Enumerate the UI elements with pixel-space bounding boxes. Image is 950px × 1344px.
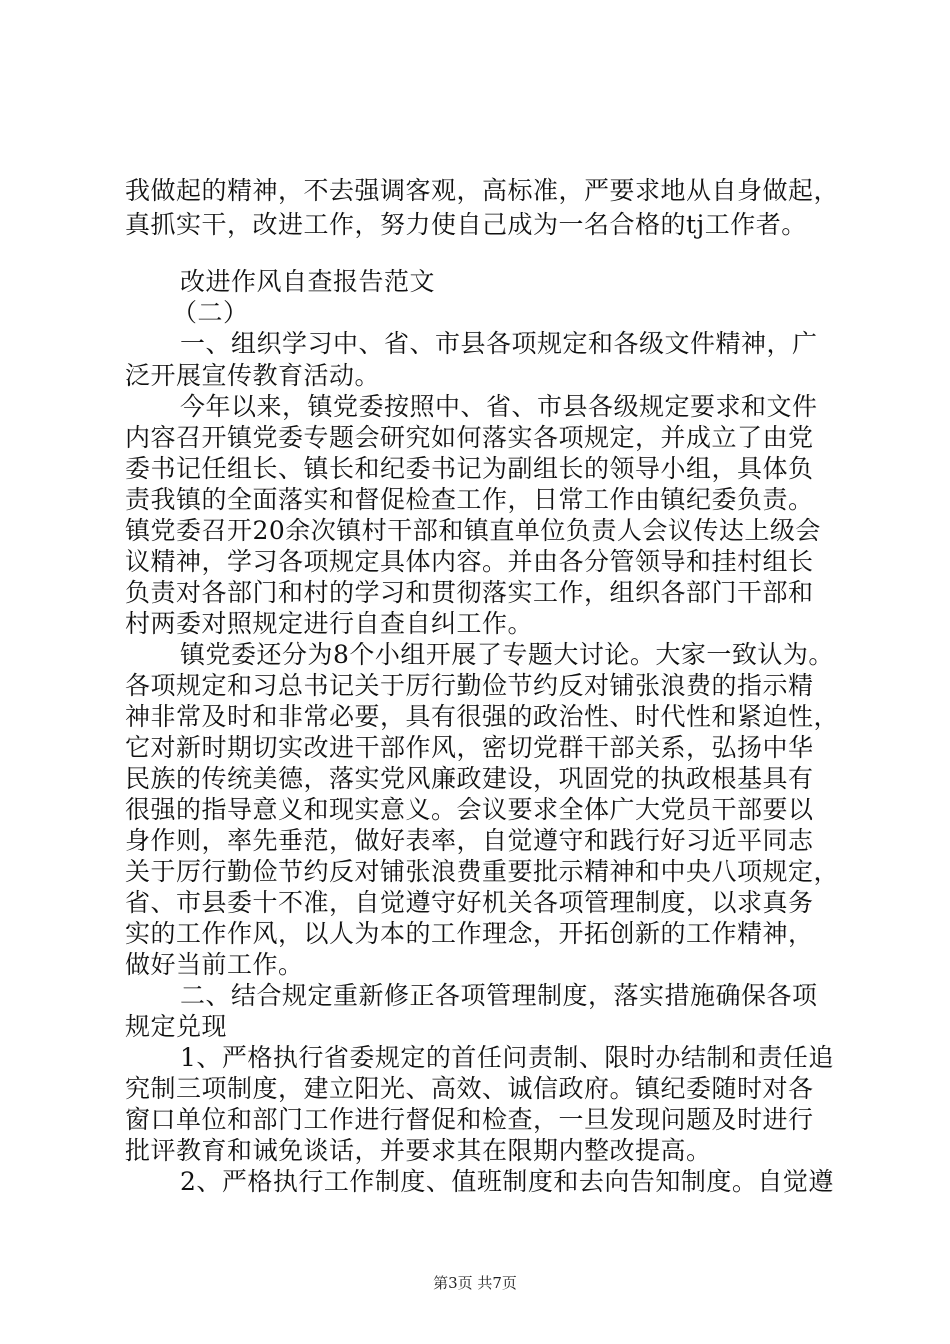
text-line: 1、严格执行省委规定的首任问责制、限时办结制和责任追	[180, 1043, 834, 1072]
text-line: 真抓实干，改进工作，努力使自己成为一名合格的tj工作者。	[125, 210, 807, 239]
text-line: 做好当前工作。	[125, 950, 304, 979]
text-line: 议精神，学习各项规定具体内容。并由各分管领导和挂村组长	[125, 547, 814, 576]
text-line: 负责对各部门和村的学习和贯彻落实工作，组织各部门干部和	[125, 578, 814, 607]
text-line: 镇党委召开20余次镇村干部和镇直单位负责人会议传达上级会	[125, 516, 821, 545]
text-line: 我做起的精神，不去强调客观，高标准，严要求地从自身做起，	[125, 176, 840, 205]
section-title: 改进作风自查报告范文	[180, 267, 436, 296]
text-line: 批评教育和诫免谈话，并要求其在限期内整改提高。	[125, 1136, 712, 1165]
text-line: 镇党委还分为8个小组开展了专题大讨论。大家一致认为。	[180, 640, 834, 669]
text-line: 责我镇的全面落实和督促检查工作，日常工作由镇纪委负责。	[125, 485, 814, 514]
text-line: 实的工作作风，以人为本的工作理念，开拓创新的工作精神，	[125, 919, 814, 948]
text-line: 二、结合规定重新修正各项管理制度，落实措施确保各项	[180, 981, 818, 1010]
text-line: 它对新时期切实改进干部作风，密切党群干部关系，弘扬中华	[125, 733, 814, 762]
text-line: 神非常及时和非常必要，具有很强的政治性、时代性和紧迫性，	[125, 702, 840, 731]
text-line: 很强的指导意义和现实意义。会议要求全体广大党员干部要以	[125, 795, 814, 824]
text-line: 身作则，率先垂范，做好表率，自觉遵守和践行好习近平同志	[125, 826, 814, 855]
text-line: 各项规定和习总书记关于厉行勤俭节约反对铺张浪费的指示精	[125, 671, 814, 700]
text-line: 2、严格执行工作制度、值班制度和去向告知制度。自觉遵	[180, 1167, 834, 1196]
text-line: 委书记任组长、镇长和纪委书记为副组长的领导小组，具体负	[125, 454, 814, 483]
text-line: 规定兑现	[125, 1012, 228, 1041]
text-line: 内容召开镇党委专题会研究如何落实各项规定，并成立了由党	[125, 423, 814, 452]
text-line: 省、市县委十不准，自觉遵守好机关各项管理制度，以求真务	[125, 888, 814, 917]
text-line: 今年以来，镇党委按照中、省、市县各级规定要求和文件	[180, 392, 818, 421]
section-subtitle: （二）	[172, 298, 249, 327]
text-line: 泛开展宣传教育活动。	[125, 361, 381, 390]
text-line: 一、组织学习中、省、市县各项规定和各级文件精神，广	[180, 329, 818, 358]
text-line: 村两委对照规定进行自查自纠工作。	[125, 609, 534, 638]
page-number: 第3页 共7页	[433, 1274, 517, 1292]
text-line: 究制三项制度，建立阳光、高效、诚信政府。镇纪委随时对各	[125, 1074, 814, 1103]
text-line: 关于厉行勤俭节约反对铺张浪费重要批示精神和中央八项规定，	[125, 857, 840, 886]
text-line: 窗口单位和部门工作进行督促和检查，一旦发现问题及时进行	[125, 1105, 814, 1134]
text-line: 民族的传统美德，落实党风廉政建设，巩固党的执政根基具有	[125, 764, 814, 793]
